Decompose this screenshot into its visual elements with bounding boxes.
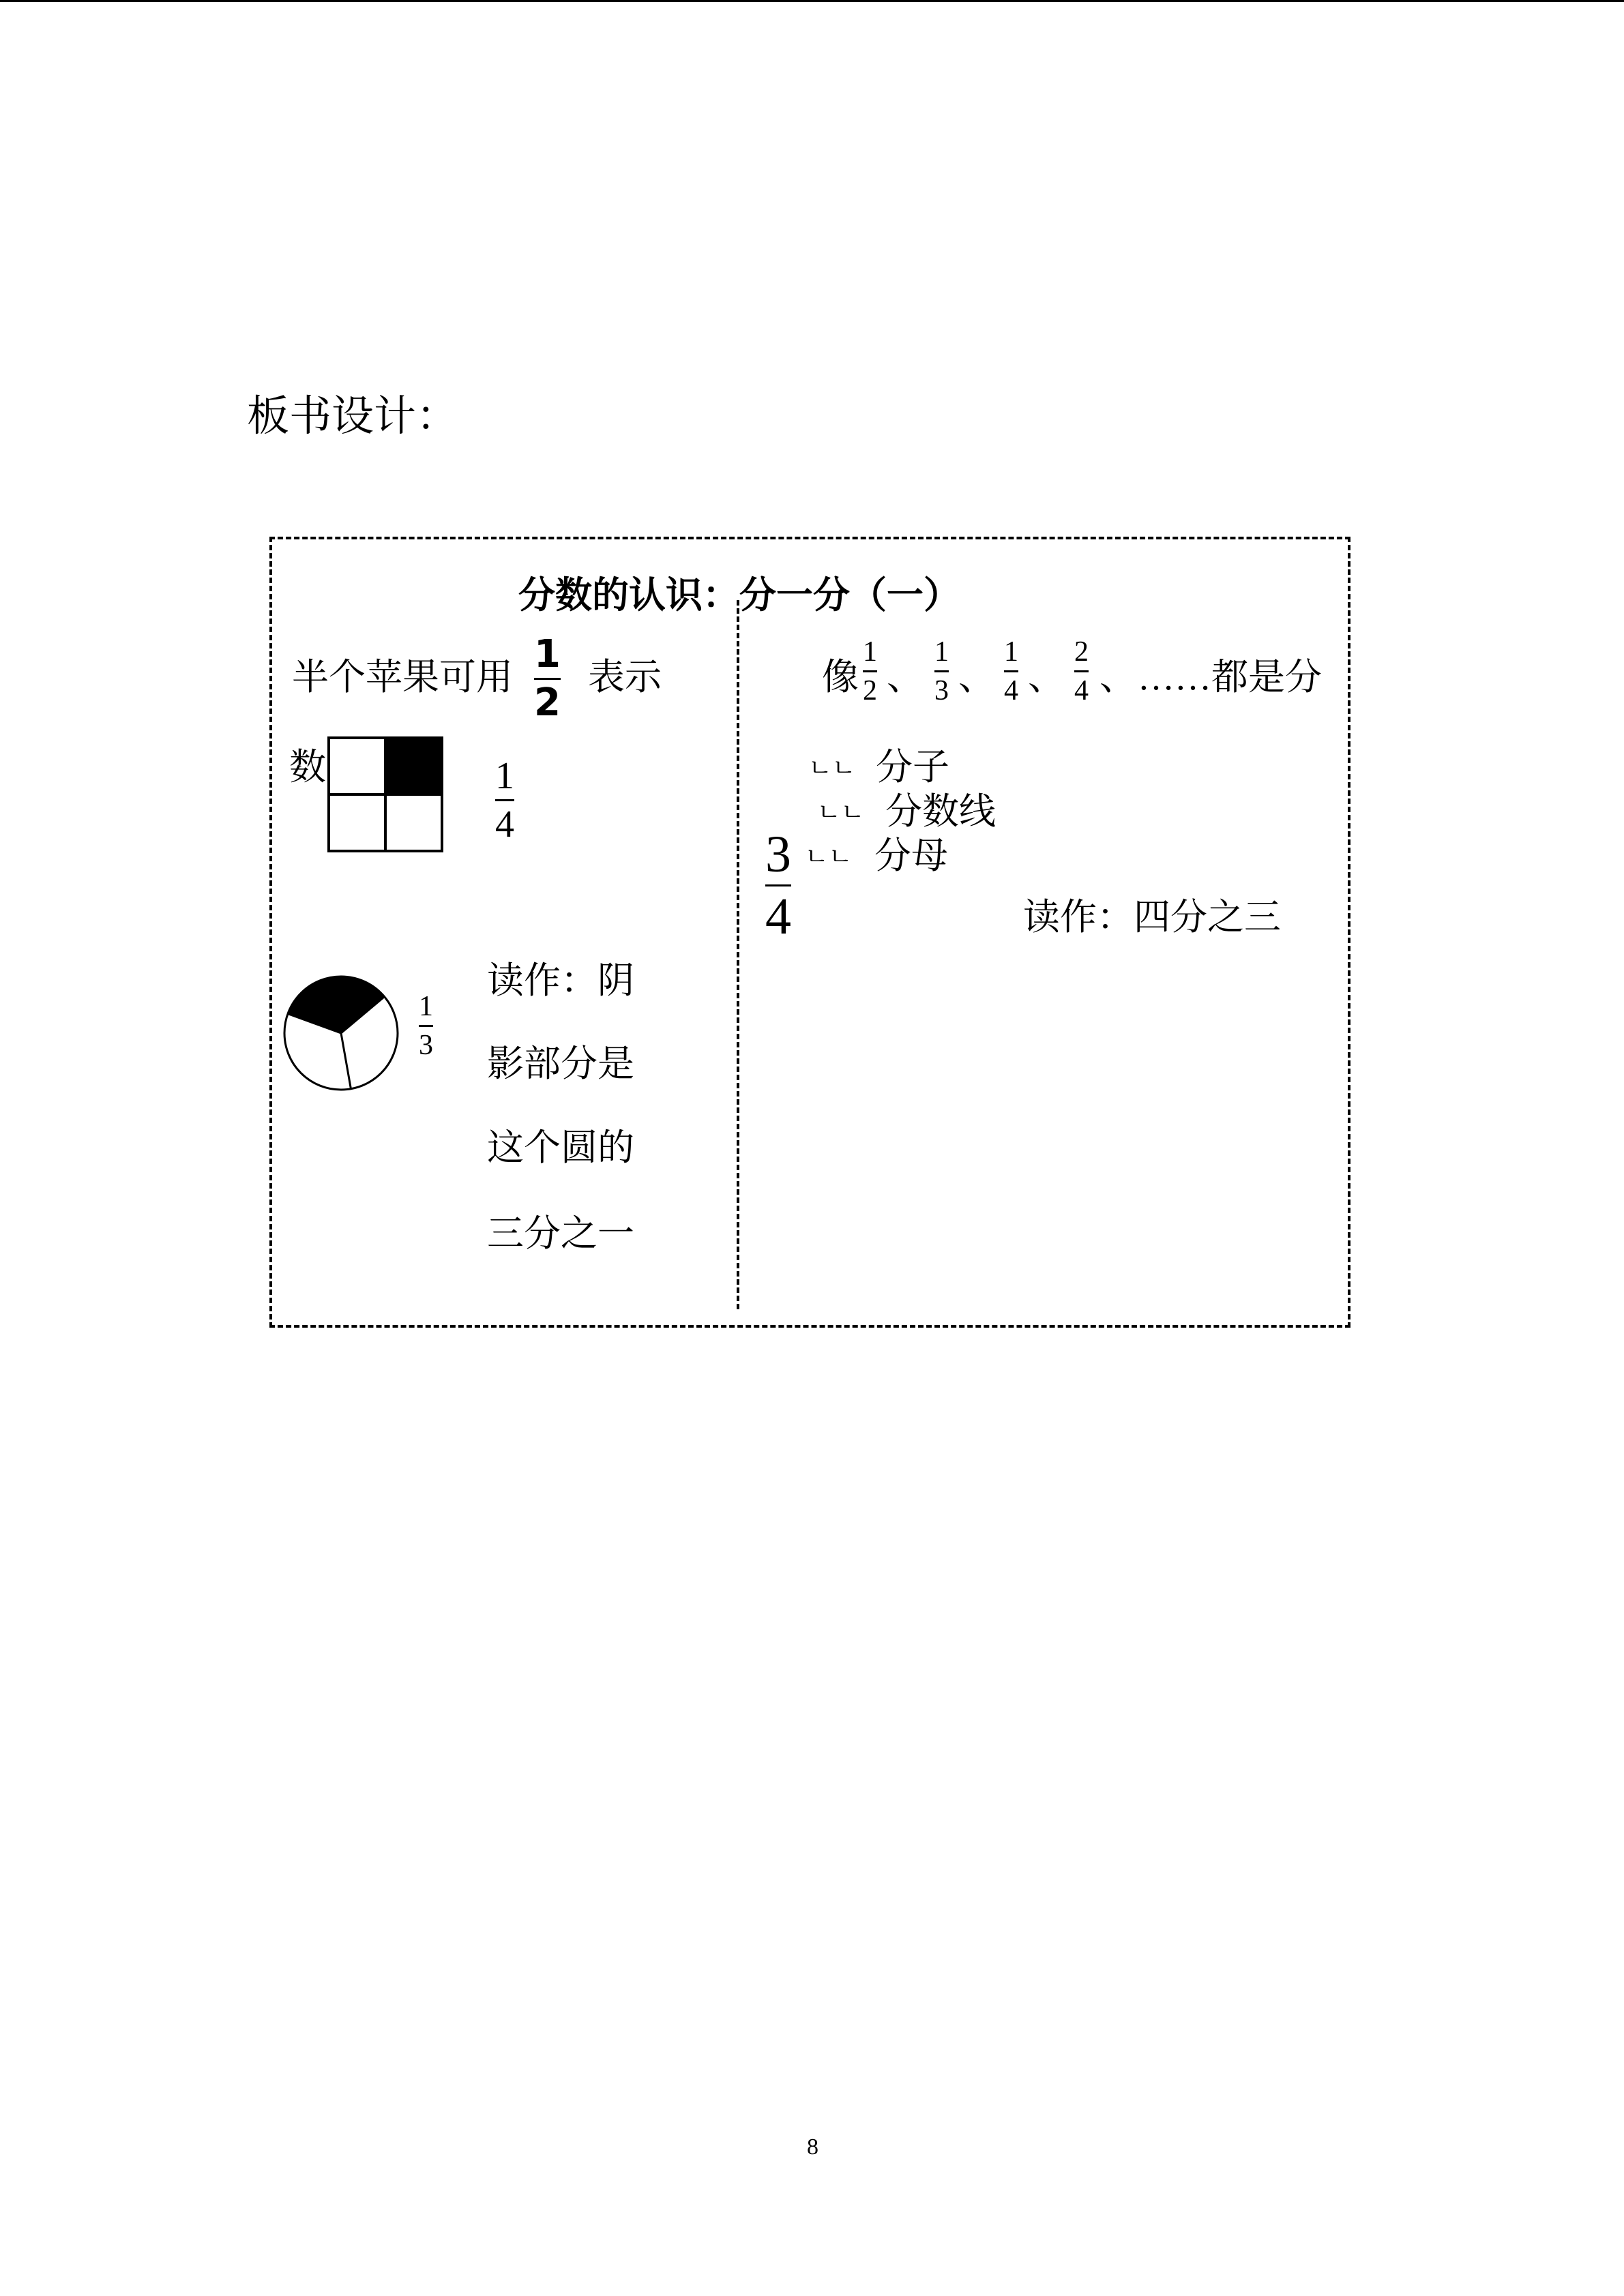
main-fraction bbox=[765, 826, 791, 945]
main-fraction-numerator: 3 bbox=[765, 826, 791, 883]
apple-fraction-numerator: 1 bbox=[534, 632, 561, 676]
part-label-denominator: 分母 bbox=[874, 835, 948, 876]
apple-text-prefix: 半个苹果可用 bbox=[292, 657, 513, 698]
fraction-bar bbox=[534, 678, 561, 680]
separator: 、 bbox=[1028, 657, 1065, 698]
grid-cell bbox=[329, 794, 385, 851]
example-denominator: 4 bbox=[1004, 675, 1018, 706]
grid-cell bbox=[385, 738, 442, 794]
examples-suffix: ……都是分 bbox=[1138, 657, 1322, 698]
circle-fraction-numerator: 1 bbox=[419, 991, 433, 1022]
board-divider bbox=[737, 600, 739, 1309]
apple-fraction bbox=[534, 632, 561, 725]
example-fraction bbox=[934, 638, 949, 705]
circle-divider-line bbox=[341, 1033, 351, 1089]
top-border-line bbox=[0, 0, 1624, 2]
main-fraction-denominator: 4 bbox=[765, 888, 791, 945]
example-fraction bbox=[1074, 638, 1089, 705]
main-fraction-reading: 读作：四分之三 bbox=[1023, 897, 1281, 938]
example-denominator: 3 bbox=[934, 675, 949, 706]
square-fraction-denominator: 4 bbox=[495, 803, 514, 846]
section-heading: 板书设计： bbox=[247, 391, 459, 441]
fraction-bar bbox=[1074, 670, 1089, 672]
grid-cell bbox=[329, 738, 385, 794]
examples-prefix: 像 bbox=[822, 657, 859, 698]
shu-character: 数 bbox=[289, 747, 326, 788]
board-title: 分数的认识：分一分（一） bbox=[518, 575, 960, 616]
fraction-bar bbox=[765, 884, 791, 886]
circle-fraction bbox=[419, 992, 433, 1060]
circle-fraction-denominator: 3 bbox=[419, 1030, 433, 1061]
fraction-bar bbox=[419, 1025, 433, 1027]
fraction-bar bbox=[495, 799, 514, 801]
circle-reading-line: 读作：阴 bbox=[487, 960, 634, 1001]
square-fraction bbox=[495, 757, 514, 844]
page-number: 8 bbox=[807, 2134, 818, 2160]
bracket-mark: ㄴㄴ bbox=[805, 843, 853, 871]
separator: 、 bbox=[958, 657, 995, 698]
bracket-mark: ㄴㄴ bbox=[817, 799, 865, 826]
fraction-bar bbox=[1004, 670, 1018, 672]
example-numerator: 1 bbox=[934, 636, 949, 668]
example-numerator: 1 bbox=[1004, 636, 1018, 668]
separator: 、 bbox=[1099, 657, 1136, 698]
part-label-numerator: 分子 bbox=[876, 747, 949, 788]
example-numerator: 1 bbox=[863, 636, 877, 668]
fraction-bar bbox=[934, 670, 949, 672]
separator: 、 bbox=[887, 657, 924, 698]
fraction-bar bbox=[863, 670, 877, 672]
circle-reading-line: 三分之一 bbox=[487, 1213, 634, 1254]
example-denominator: 2 bbox=[863, 675, 877, 706]
example-denominator: 4 bbox=[1074, 675, 1089, 706]
circle-reading-line: 影部分是 bbox=[487, 1043, 634, 1084]
circle-reading-line: 这个圆的 bbox=[487, 1127, 634, 1168]
square-fraction-numerator: 1 bbox=[495, 755, 514, 797]
apple-text-suffix: 表示 bbox=[588, 657, 662, 698]
example-fraction bbox=[863, 638, 877, 705]
example-fraction bbox=[1004, 638, 1018, 705]
part-label-fraction-line: 分数线 bbox=[885, 791, 996, 832]
bracket-mark: ㄴㄴ bbox=[808, 754, 856, 782]
quarter-grid bbox=[327, 736, 443, 852]
grid-cell bbox=[385, 794, 442, 851]
example-numerator: 2 bbox=[1074, 636, 1089, 668]
apple-fraction-denominator: 2 bbox=[534, 681, 561, 725]
circle-diagram bbox=[280, 972, 402, 1094]
